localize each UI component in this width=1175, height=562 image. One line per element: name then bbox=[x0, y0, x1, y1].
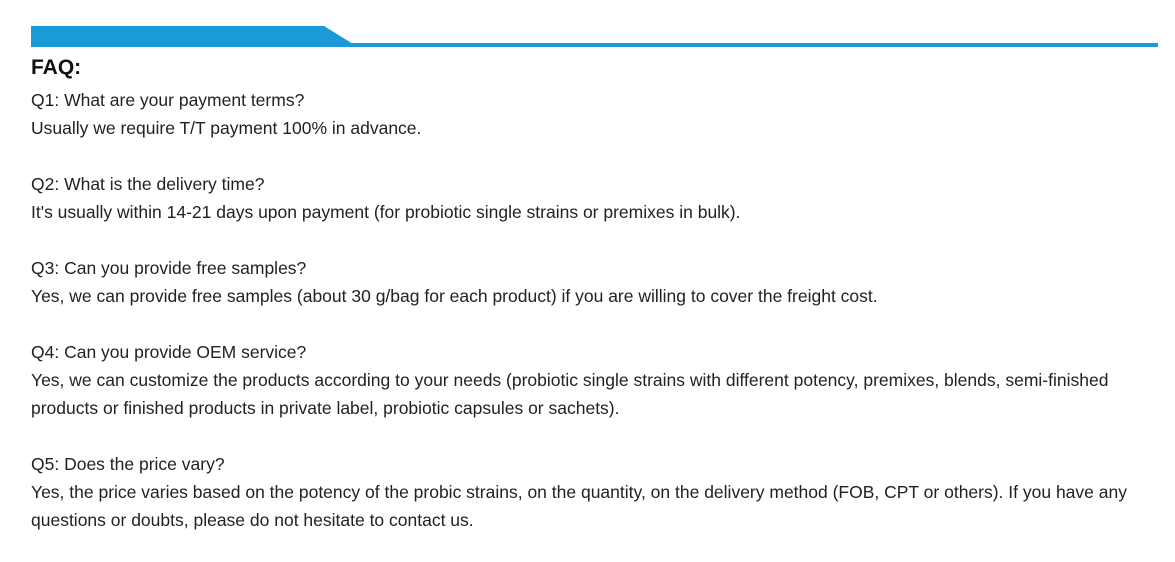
faq-item bbox=[31, 86, 1141, 142]
faq-item bbox=[31, 170, 1141, 226]
faq-question: Q1: What are your payment terms? bbox=[31, 90, 305, 110]
section-header-bar bbox=[31, 24, 1158, 50]
faq-answer: It's usually within 14-21 days upon payment (for probiotic single strains or premixes in bulk). bbox=[31, 202, 741, 222]
faq-question: Q4: Can you provide OEM service? bbox=[31, 342, 307, 362]
faq-item bbox=[31, 450, 1141, 534]
faq-answer: Usually we require T/T payment 100% in advance. bbox=[31, 118, 422, 138]
faq-list bbox=[31, 86, 1141, 562]
faq-answer: Yes, we can customize the products according to your needs (probiotic single strains with different potency, premixes, blends, semi-finished products or finished products in private label, probiotic capsules or sachets). bbox=[31, 370, 1109, 418]
faq-title: FAQ: bbox=[31, 56, 82, 79]
faq-question: Q3: Can you provide free samples? bbox=[31, 258, 307, 278]
faq-question: Q2: What is the delivery time? bbox=[31, 174, 265, 194]
faq-answer: Yes, the price varies based on the potency of the probic strains, on the quantity, on the delivery method (FOB, CPT or others). If you have any questions or doubts, please do not hesitate to contact us. bbox=[31, 482, 1127, 530]
faq-question: Q5: Does the price vary? bbox=[31, 454, 225, 474]
faq-item bbox=[31, 254, 1141, 310]
faq-answer: Yes, we can provide free samples (about 30 g/bag for each product) if you are willing to cover the freight cost. bbox=[31, 286, 878, 306]
faq-item bbox=[31, 338, 1141, 422]
